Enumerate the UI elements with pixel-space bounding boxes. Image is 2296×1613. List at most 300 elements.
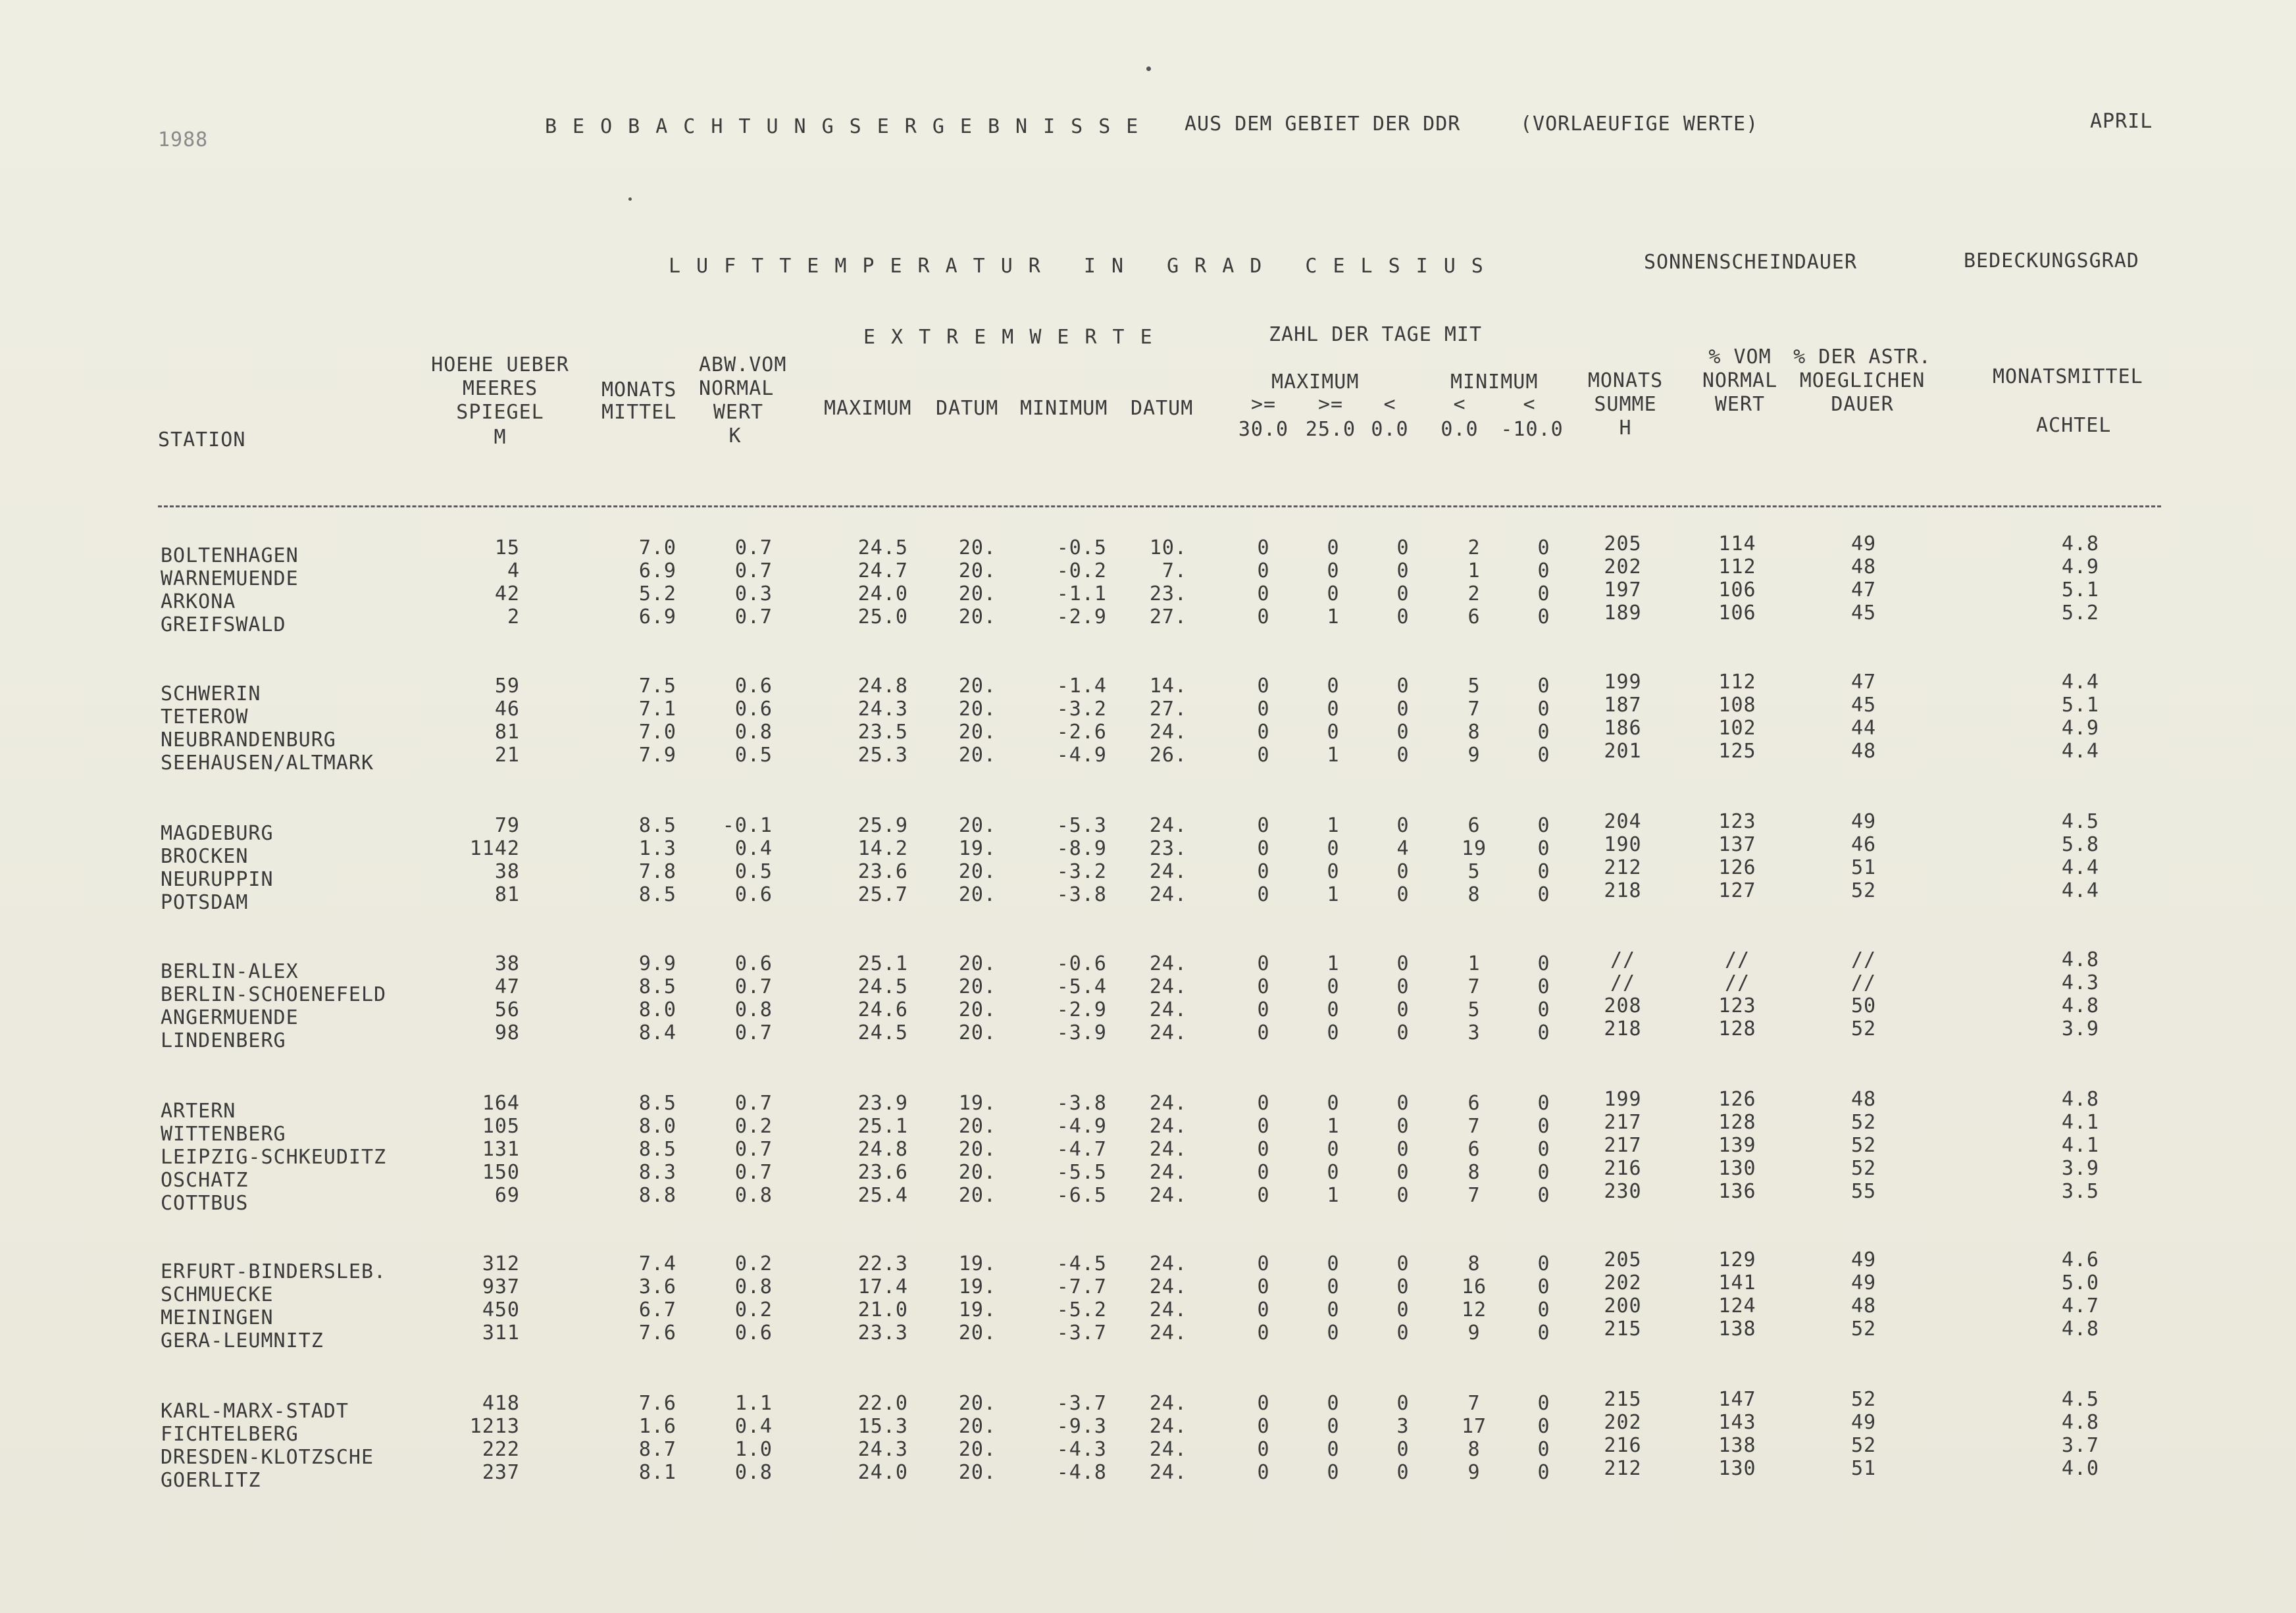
maximum-date: 20. [958, 744, 996, 767]
cloud-cover-mean: 4.4 [2061, 671, 2099, 694]
sunshine-pct-normal: // [1724, 971, 1750, 994]
days-min-lt-0: 2 [1467, 582, 1481, 605]
deviation: 0.7 [734, 559, 773, 582]
monthly-mean: 8.3 [638, 1161, 676, 1184]
deviation: 0.7 [734, 1161, 773, 1184]
days-max-ge-30: 0 [1257, 1392, 1270, 1415]
minimum: -5.4 [1056, 975, 1107, 998]
sunshine-pct-normal: 112 [1718, 555, 1756, 578]
days-max-ge-25: 0 [1327, 998, 1340, 1021]
maximum-date: 20. [958, 1392, 996, 1415]
deviation: 0.7 [734, 975, 773, 998]
cloud-cover-mean: 3.7 [2061, 1434, 2099, 1457]
elevation: 42 [494, 582, 520, 605]
days-min-lt-minus10: 0 [1537, 1275, 1550, 1298]
days-min-lt-minus10: 0 [1537, 1415, 1550, 1438]
cloud-cover-mean: 4.5 [2061, 1388, 2099, 1411]
days-min-lt-0: 7 [1467, 1115, 1481, 1138]
col-pct-normal-line2: NORMAL [1702, 369, 1778, 392]
cloud-cover-mean: 4.5 [2061, 810, 2099, 833]
days-max-ge-25: 0 [1327, 721, 1340, 744]
station-name: LINDENBERG [161, 1029, 286, 1052]
days-max-ge-25: 0 [1327, 860, 1340, 883]
col-datum-min: DATUM [1131, 397, 1194, 420]
maximum: 24.6 [857, 998, 908, 1021]
elevation: 81 [494, 883, 520, 906]
days-max-ge-25: 0 [1327, 975, 1340, 998]
maximum-date: 20. [958, 698, 996, 721]
elevation: 237 [482, 1461, 520, 1484]
elevation: 56 [494, 998, 520, 1021]
minimum: -0.2 [1056, 559, 1107, 582]
minimum: -4.9 [1056, 1115, 1107, 1138]
sunshine-sum: 186 [1604, 717, 1642, 740]
sunshine-sum: 230 [1604, 1180, 1642, 1203]
maximum: 25.0 [857, 605, 908, 628]
col-datum-max: DATUM [936, 397, 999, 420]
sunshine-sum: 189 [1604, 602, 1642, 625]
sunshine-pct-normal: 137 [1718, 833, 1756, 856]
col-tage-threshold-1: 30.0 [1238, 418, 1289, 441]
col-tage-op-4: < [1453, 393, 1466, 416]
sunshine-pct-possible: 48 [1850, 555, 1877, 578]
minimum: -2.6 [1056, 721, 1107, 744]
monthly-mean: 8.5 [638, 814, 676, 837]
monthly-mean: 6.9 [638, 605, 676, 628]
elevation: 937 [482, 1275, 520, 1298]
days-min-lt-minus10: 0 [1537, 1252, 1550, 1275]
days-max-ge-30: 0 [1257, 1252, 1270, 1275]
sunshine-pct-possible: 47 [1850, 671, 1877, 694]
maximum: 24.3 [857, 698, 908, 721]
days-max-ge-30: 0 [1257, 1021, 1270, 1044]
days-max-lt-0: 0 [1396, 998, 1410, 1021]
deviation: 0.8 [734, 1184, 773, 1207]
station-name: ARTERN [161, 1100, 236, 1123]
section-sonnenscheindauer: SONNENSCHEINDAUER [1644, 251, 1858, 274]
deviation: 1.0 [734, 1438, 773, 1461]
days-max-ge-30: 0 [1257, 582, 1270, 605]
minimum-date: 24. [1149, 1275, 1187, 1298]
days-min-lt-0: 5 [1467, 998, 1481, 1021]
days-max-ge-30: 0 [1257, 814, 1270, 837]
maximum: 23.6 [857, 1161, 908, 1184]
days-min-lt-0: 7 [1467, 698, 1481, 721]
days-min-lt-0: 7 [1467, 1184, 1481, 1207]
maximum-date: 19. [958, 1298, 996, 1321]
days-max-ge-30: 0 [1257, 1438, 1270, 1461]
minimum: -3.9 [1056, 1021, 1107, 1044]
sunshine-pct-normal: 123 [1718, 994, 1756, 1017]
days-max-ge-30: 0 [1257, 1321, 1270, 1344]
maximum: 25.4 [857, 1184, 908, 1207]
maximum: 23.6 [857, 860, 908, 883]
minimum: -5.5 [1056, 1161, 1107, 1184]
deviation: 0.5 [734, 744, 773, 767]
days-min-lt-minus10: 0 [1537, 744, 1550, 767]
station-name: LEIPZIG-SCHKEUDITZ [161, 1146, 387, 1169]
col-abw-line2: NORMAL [699, 377, 775, 400]
days-max-lt-0: 3 [1396, 1415, 1410, 1438]
monthly-mean: 7.8 [638, 860, 676, 883]
days-max-lt-0: 0 [1396, 1392, 1410, 1415]
minimum-date: 24. [1149, 952, 1187, 975]
days-min-lt-0: 8 [1467, 1252, 1481, 1275]
col-pct-astr-line1: % DER ASTR. [1793, 346, 1931, 369]
minimum-date: 24. [1149, 860, 1187, 883]
deviation: 0.7 [734, 605, 773, 628]
sunshine-sum: 199 [1604, 671, 1642, 694]
days-min-lt-0: 8 [1467, 721, 1481, 744]
station-name: OSCHATZ [161, 1169, 249, 1192]
maximum: 25.7 [857, 883, 908, 906]
elevation: 69 [494, 1184, 520, 1207]
days-max-ge-25: 0 [1327, 698, 1340, 721]
station-name: WARNEMUENDE [161, 567, 299, 590]
sunshine-pct-possible: // [1850, 948, 1877, 971]
sunshine-sum: 205 [1604, 532, 1642, 555]
days-min-lt-0: 7 [1467, 975, 1481, 998]
days-max-lt-0: 0 [1396, 1438, 1410, 1461]
monthly-mean: 8.5 [638, 1092, 676, 1115]
station-name: ERFURT-BINDERSLEB. [161, 1260, 387, 1283]
cloud-cover-mean: 4.7 [2061, 1294, 2099, 1318]
station-name: MEININGEN [161, 1306, 274, 1329]
maximum-date: 20. [958, 860, 996, 883]
minimum-date: 24. [1149, 975, 1187, 998]
sunshine-sum: 202 [1604, 1411, 1642, 1434]
minimum: -3.2 [1056, 698, 1107, 721]
maximum: 24.5 [857, 975, 908, 998]
days-min-lt-minus10: 0 [1537, 1115, 1550, 1138]
cloud-cover-mean: 4.6 [2061, 1248, 2099, 1271]
sunshine-sum: 190 [1604, 833, 1642, 856]
days-min-lt-0: 8 [1467, 1438, 1481, 1461]
days-max-ge-25: 0 [1327, 1321, 1340, 1344]
elevation: 46 [494, 698, 520, 721]
sunshine-sum: 202 [1604, 555, 1642, 578]
cloud-cover-mean: 4.8 [2061, 532, 2099, 555]
days-max-ge-30: 0 [1257, 883, 1270, 906]
deviation: 0.7 [734, 1092, 773, 1115]
col-station: STATION [158, 428, 246, 451]
minimum: -5.3 [1056, 814, 1107, 837]
sunshine-pct-possible: 52 [1850, 1017, 1877, 1040]
minimum-date: 10. [1149, 536, 1187, 559]
station-name: TETEROW [161, 705, 249, 729]
sunshine-pct-possible: 48 [1850, 1088, 1877, 1111]
days-max-lt-0: 4 [1396, 837, 1410, 860]
month-label: APRIL [2090, 110, 2153, 133]
sunshine-pct-normal: 108 [1718, 694, 1756, 717]
station-name: MAGDEBURG [161, 822, 274, 845]
maximum-date: 20. [958, 1461, 996, 1484]
maximum-date: 20. [958, 883, 996, 906]
maximum: 24.8 [857, 1138, 908, 1161]
col-pct-astr-line2: MOEGLICHEN [1799, 369, 1926, 392]
maximum: 23.3 [857, 1321, 908, 1344]
days-min-lt-0: 2 [1467, 536, 1481, 559]
elevation: 38 [494, 952, 520, 975]
cloud-cover-mean: 4.9 [2061, 555, 2099, 578]
station-name: ANGERMUENDE [161, 1006, 299, 1029]
minimum: -4.8 [1056, 1461, 1107, 1484]
col-tage-threshold-5: -10.0 [1500, 418, 1564, 441]
maximum: 25.3 [857, 744, 908, 767]
maximum: 24.5 [857, 536, 908, 559]
days-max-ge-25: 1 [1327, 744, 1340, 767]
maximum: 25.1 [857, 952, 908, 975]
minimum: -5.2 [1056, 1298, 1107, 1321]
maximum: 22.0 [857, 1392, 908, 1415]
minimum: -6.5 [1056, 1184, 1107, 1207]
station-name: SCHWERIN [161, 682, 261, 705]
minimum: -0.6 [1056, 952, 1107, 975]
col-tage-threshold-4: 0.0 [1441, 418, 1479, 441]
deviation: 0.8 [734, 721, 773, 744]
days-max-lt-0: 0 [1396, 952, 1410, 975]
monthly-mean: 9.9 [638, 952, 676, 975]
maximum-date: 19. [958, 1092, 996, 1115]
minimum-date: 24. [1149, 1092, 1187, 1115]
maximum-date: 20. [958, 559, 996, 582]
monthly-mean: 8.0 [638, 1115, 676, 1138]
monthly-mean: 8.5 [638, 883, 676, 906]
maximum-date: 20. [958, 582, 996, 605]
deviation: 0.2 [734, 1298, 773, 1321]
minimum-date: 27. [1149, 605, 1187, 628]
col-tage-threshold-2: 25.0 [1305, 418, 1356, 441]
sunshine-pct-possible: 55 [1850, 1180, 1877, 1203]
sunshine-sum: 217 [1604, 1134, 1642, 1157]
days-max-lt-0: 0 [1396, 675, 1410, 698]
sunshine-sum: 216 [1604, 1434, 1642, 1457]
elevation: 59 [494, 675, 520, 698]
days-max-ge-25: 0 [1327, 1275, 1340, 1298]
col-hoehe-unit: M [494, 426, 507, 449]
days-min-lt-minus10: 0 [1537, 952, 1550, 975]
sunshine-pct-possible: 49 [1850, 810, 1877, 833]
station-name: KARL-MARX-STADT [161, 1400, 349, 1423]
days-max-ge-30: 0 [1257, 1298, 1270, 1321]
sunshine-pct-normal: 139 [1718, 1134, 1756, 1157]
deviation: 0.6 [734, 952, 773, 975]
col-monatssumme-line2: SUMME [1594, 393, 1657, 416]
days-max-ge-30: 0 [1257, 1275, 1270, 1298]
days-max-ge-30: 0 [1257, 1092, 1270, 1115]
col-tage-op-1: >= [1250, 393, 1277, 416]
days-max-lt-0: 0 [1396, 698, 1410, 721]
days-min-lt-0: 6 [1467, 814, 1481, 837]
minimum: -3.8 [1056, 1092, 1107, 1115]
elevation: 38 [494, 860, 520, 883]
maximum: 24.8 [857, 675, 908, 698]
elevation: 164 [482, 1092, 520, 1115]
days-min-lt-minus10: 0 [1537, 883, 1550, 906]
maximum-date: 20. [958, 952, 996, 975]
elevation: 105 [482, 1115, 520, 1138]
minimum-date: 24. [1149, 998, 1187, 1021]
cloud-cover-mean: 5.1 [2061, 694, 2099, 717]
col-pct-normal-line3: WERT [1714, 393, 1766, 416]
days-min-lt-minus10: 0 [1537, 698, 1550, 721]
days-max-lt-0: 0 [1396, 536, 1410, 559]
maximum-date: 20. [958, 1161, 996, 1184]
days-min-lt-minus10: 0 [1537, 998, 1550, 1021]
maximum-date: 20. [958, 675, 996, 698]
days-min-lt-0: 8 [1467, 883, 1481, 906]
days-min-lt-0: 12 [1461, 1298, 1487, 1321]
elevation: 418 [482, 1392, 520, 1415]
deviation: 0.7 [734, 1138, 773, 1161]
elevation: 311 [482, 1321, 520, 1344]
minimum-date: 24. [1149, 1252, 1187, 1275]
col-hoehe-line2: MEERES [462, 377, 538, 400]
elevation: 1142 [469, 837, 520, 860]
elevation: 4 [507, 559, 520, 582]
elevation: 81 [494, 721, 520, 744]
days-max-ge-30: 0 [1257, 605, 1270, 628]
days-max-ge-30: 0 [1257, 1161, 1270, 1184]
station-name: DRESDEN-KLOTZSCHE [161, 1446, 374, 1469]
col-achtel: ACHTEL [2036, 414, 2112, 437]
days-min-lt-minus10: 0 [1537, 721, 1550, 744]
sunshine-sum: 187 [1604, 694, 1642, 717]
cloud-cover-mean: 4.4 [2061, 856, 2099, 879]
monthly-mean: 7.6 [638, 1392, 676, 1415]
minimum: -3.2 [1056, 860, 1107, 883]
cloud-cover-mean: 3.5 [2061, 1180, 2099, 1203]
deviation: 0.2 [734, 1115, 773, 1138]
days-max-lt-0: 0 [1396, 1275, 1410, 1298]
days-max-ge-30: 0 [1257, 1461, 1270, 1484]
maximum: 14.2 [857, 837, 908, 860]
deviation: 0.8 [734, 1461, 773, 1484]
station-name: FICHTELBERG [161, 1423, 299, 1446]
col-tage-minimum: MINIMUM [1450, 371, 1539, 394]
days-max-lt-0: 0 [1396, 1298, 1410, 1321]
deviation: 0.4 [734, 1415, 773, 1438]
sunshine-sum: 208 [1604, 994, 1642, 1017]
sunshine-pct-normal: 114 [1718, 532, 1756, 555]
sunshine-pct-normal: 130 [1718, 1157, 1756, 1180]
col-pct-astr-line3: DAUER [1831, 393, 1894, 416]
days-min-lt-minus10: 0 [1537, 675, 1550, 698]
days-max-ge-25: 1 [1327, 605, 1340, 628]
days-max-ge-25: 0 [1327, 1138, 1340, 1161]
col-abw-line3: WERT [713, 401, 764, 424]
maximum: 24.0 [857, 1461, 908, 1484]
monthly-mean: 3.6 [638, 1275, 676, 1298]
minimum-date: 14. [1149, 675, 1187, 698]
minimum: -7.7 [1056, 1275, 1107, 1298]
sunshine-sum: // [1610, 948, 1636, 971]
deviation: 0.7 [734, 1021, 773, 1044]
days-max-ge-25: 0 [1327, 1161, 1340, 1184]
days-max-ge-30: 0 [1257, 559, 1270, 582]
maximum: 22.3 [857, 1252, 908, 1275]
deviation: 0.7 [734, 536, 773, 559]
report-subtitle: AUS DEM GEBIET DER DDR [1185, 113, 1461, 136]
sunshine-pct-possible: 46 [1850, 833, 1877, 856]
col-tage-op-3: < [1383, 393, 1396, 416]
elevation: 47 [494, 975, 520, 998]
maximum-date: 19. [958, 1275, 996, 1298]
minimum-date: 23. [1149, 837, 1187, 860]
cloud-cover-mean: 4.4 [2061, 879, 2099, 902]
cloud-cover-mean: 3.9 [2061, 1017, 2099, 1040]
maximum-date: 20. [958, 1321, 996, 1344]
maximum: 15.3 [857, 1415, 908, 1438]
deviation: 0.6 [734, 1321, 773, 1344]
col-abw-line1: ABW.VOM [699, 353, 787, 376]
days-max-ge-25: 0 [1327, 582, 1340, 605]
cloud-cover-mean: 4.8 [2061, 994, 2099, 1017]
minimum: -2.9 [1056, 605, 1107, 628]
col-tage-op-5: < [1523, 393, 1536, 416]
days-min-lt-0: 3 [1467, 1021, 1481, 1044]
sunshine-sum: 202 [1604, 1271, 1642, 1294]
sunshine-sum: 218 [1604, 1017, 1642, 1040]
days-max-ge-25: 0 [1327, 1092, 1340, 1115]
days-min-lt-minus10: 0 [1537, 1161, 1550, 1184]
cloud-cover-mean: 5.2 [2061, 602, 2099, 625]
sunshine-pct-normal: 127 [1718, 879, 1756, 902]
minimum-date: 24. [1149, 1138, 1187, 1161]
elevation: 21 [494, 744, 520, 767]
sunshine-pct-possible: 52 [1850, 1388, 1877, 1411]
col-hoehe-line1: HOEHE UEBER [431, 353, 569, 376]
sunshine-pct-normal: 112 [1718, 671, 1756, 694]
station-name: GERA-LEUMNITZ [161, 1329, 324, 1352]
days-min-lt-minus10: 0 [1537, 605, 1550, 628]
sunshine-pct-normal: 147 [1718, 1388, 1756, 1411]
days-max-ge-25: 0 [1327, 559, 1340, 582]
monthly-mean: 1.6 [638, 1415, 676, 1438]
minimum-date: 24. [1149, 1115, 1187, 1138]
days-min-lt-0: 5 [1467, 860, 1481, 883]
col-monatssumme-line1: MONATS [1587, 369, 1664, 392]
monthly-mean: 7.1 [638, 698, 676, 721]
days-max-ge-30: 0 [1257, 975, 1270, 998]
minimum: -1.4 [1056, 675, 1107, 698]
minimum-date: 24. [1149, 1461, 1187, 1484]
monthly-mean: 7.4 [638, 1252, 676, 1275]
sunshine-sum: 201 [1604, 740, 1642, 763]
days-max-ge-25: 1 [1327, 883, 1340, 906]
elevation: 1213 [469, 1415, 520, 1438]
cloud-cover-mean: 4.1 [2061, 1111, 2099, 1134]
days-max-lt-0: 0 [1396, 721, 1410, 744]
days-max-lt-0: 0 [1396, 1115, 1410, 1138]
sunshine-pct-possible: 45 [1850, 694, 1877, 717]
cloud-cover-mean: 5.0 [2061, 1271, 2099, 1294]
minimum-date: 24. [1149, 1161, 1187, 1184]
days-min-lt-0: 1 [1467, 559, 1481, 582]
days-min-lt-minus10: 0 [1537, 582, 1550, 605]
station-name: NEUBRANDENBURG [161, 729, 336, 752]
station-name: NEURUPPIN [161, 868, 274, 891]
cloud-cover-mean: 5.1 [2061, 578, 2099, 602]
monthly-mean: 8.5 [638, 1138, 676, 1161]
maximum: 24.7 [857, 559, 908, 582]
sunshine-pct-normal: // [1724, 948, 1750, 971]
days-max-ge-30: 0 [1257, 837, 1270, 860]
sunshine-pct-normal: 141 [1718, 1271, 1756, 1294]
elevation: 98 [494, 1021, 520, 1044]
minimum-date: 24. [1149, 1298, 1187, 1321]
col-monatsmittel-line2: MITTEL [601, 401, 677, 424]
